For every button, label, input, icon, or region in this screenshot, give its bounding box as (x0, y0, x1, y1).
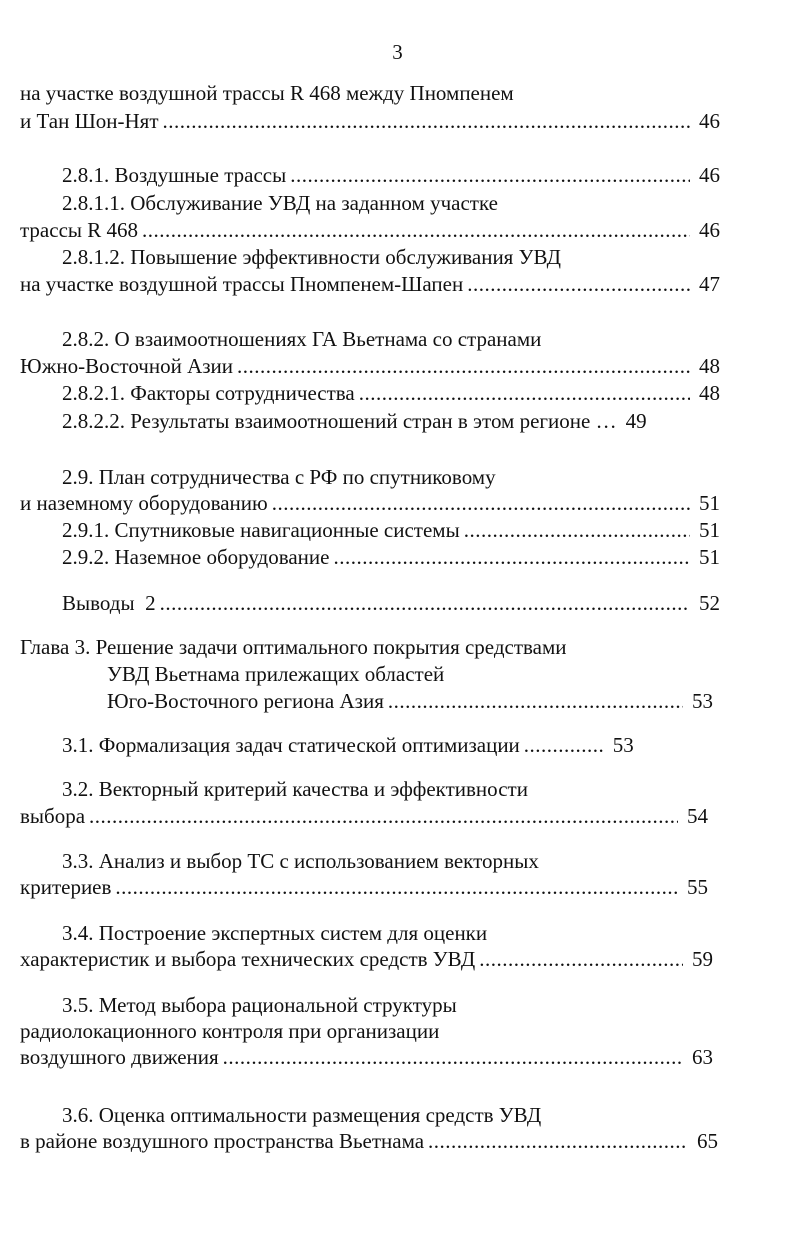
leader-dots (524, 732, 604, 758)
toc-entry-title: 2.9.2. Наземное оборудование (62, 545, 330, 569)
toc-page-number: 46 (699, 218, 720, 242)
toc-entry-title: выбора (20, 804, 86, 828)
toc-entry-row (20, 217, 720, 243)
toc-entry-row (20, 490, 720, 516)
toc-entry-title: воздушного движения (20, 1045, 219, 1069)
toc-entry-title: 3.1. Формализация задач статической оптимизации (62, 733, 520, 757)
chapter-heading: Глава 3. Решение задачи оптимального покрытия средствами (20, 635, 567, 659)
toc-entry-row (20, 946, 713, 972)
toc-page-number: 53 (612, 733, 634, 757)
toc-page-number: 54 (687, 804, 708, 828)
toc-page-number: 51 (699, 518, 720, 542)
leader-dots (428, 1128, 688, 1154)
toc-page-number: 52 (699, 591, 720, 615)
leader-dots (290, 162, 690, 188)
toc-entry-text: 2.8.1.1. Обслуживание УВД на заданном участке (62, 191, 498, 215)
toc-page-number: 48 (699, 381, 720, 405)
page-number: 3 (392, 40, 403, 64)
toc-entry-text: 3.4. Построение экспертных систем для оценки (62, 921, 488, 945)
toc-entry-row (20, 874, 708, 900)
leader-dots (464, 517, 690, 543)
toc-page-number: 59 (692, 947, 713, 971)
leader-dots (142, 217, 690, 243)
toc-entry-row (107, 688, 713, 714)
toc-page-number: 47 (699, 272, 720, 296)
toc-page-number: 65 (697, 1129, 718, 1153)
toc-entry-row (62, 544, 720, 570)
toc-entry-title: 2.8.2.2. Результаты взаимоотношений стран в этом регионе … (62, 409, 617, 433)
toc-entry-text: на участке воздушной трассы R 468 между Пномпенем (20, 81, 514, 105)
leader-dots (479, 946, 683, 972)
leader-dots (333, 544, 690, 570)
toc-entry-text: радиолокационного контроля при организации (20, 1019, 440, 1043)
toc-entry-title: 2.8.1. Воздушные трассы (62, 163, 287, 187)
toc-entry-row (62, 732, 713, 758)
toc-entry-text: 2.8.1.2. Повышение эффективности обслуживания УВД (62, 245, 561, 269)
toc-entry-title: 2.8.2.1. Факторы сотрудничества (62, 381, 355, 405)
toc-page-number: 55 (687, 875, 708, 899)
toc-entry-title: на участке воздушной трассы Пномпенем-Шапен (20, 272, 464, 296)
toc-page-number: 46 (699, 163, 720, 187)
leader-dots (89, 803, 678, 829)
toc-page-number: 51 (699, 491, 720, 515)
toc-entry-title: характеристик и выбора технических средств УВД (20, 947, 476, 971)
toc-entry-row (62, 380, 720, 406)
toc-entry-text: 2.8.2. О взаимоотношениях ГА Вьетнама со странами (62, 327, 542, 351)
toc-entry-title: Юго-Восточного региона Азия (107, 689, 384, 713)
toc-page-number: 53 (692, 689, 713, 713)
toc-entry-title: Выводы 2 (62, 591, 156, 615)
leader-dots (160, 590, 690, 616)
toc-entry-row (62, 162, 720, 188)
chapter-heading-cont: УВД Вьетнама прилежащих областей (107, 662, 445, 686)
toc-entry-title: и Тан Шон-Нят (20, 109, 159, 133)
toc-entry-title: Южно-Восточной Азии (20, 354, 234, 378)
leader-dots (163, 108, 690, 134)
toc-page-number: 49 (625, 409, 647, 433)
leader-dots (388, 688, 683, 714)
leader-dots (223, 1044, 683, 1070)
toc-entry-row (20, 1128, 718, 1154)
toc-page-number: 48 (699, 354, 720, 378)
toc-entry-text: 2.9. План сотрудничества с РФ по спутниковому (62, 465, 496, 489)
leader-dots (467, 271, 690, 297)
toc-entry-row (62, 590, 720, 616)
toc-entry-row (20, 803, 708, 829)
toc-entry-row (20, 271, 720, 297)
leader-dots (359, 380, 690, 406)
toc-page-number: 63 (692, 1045, 713, 1069)
leader-dots (115, 874, 678, 900)
leader-dots (272, 490, 690, 516)
toc-entry-row (20, 1044, 713, 1070)
toc-page-number: 51 (699, 545, 720, 569)
toc-entry-row (20, 108, 720, 134)
toc-entry-text: 3.2. Векторный критерий качества и эффективности (62, 777, 528, 801)
toc-entry-text: 3.3. Анализ и выбор ТС с использованием векторных (62, 849, 539, 873)
toc-entry-row (20, 353, 720, 379)
toc-page-number: 46 (699, 109, 720, 133)
leader-dots (237, 353, 690, 379)
toc-entry-title: 2.9.1. Спутниковые навигационные системы (62, 518, 460, 542)
toc-entry-row (62, 408, 720, 434)
toc-entry-title: в районе воздушного пространства Вьетнама (20, 1129, 425, 1153)
toc-entry-title: критериев (20, 875, 112, 899)
toc-entry-title: и наземному оборудованию (20, 491, 268, 515)
toc-entry-text: 3.5. Метод выбора рациональной структуры (62, 993, 457, 1017)
toc-entry-row (62, 517, 720, 543)
toc-entry-title: трассы R 468 (20, 218, 139, 242)
toc-entry-text: 3.6. Оценка оптимальности размещения средств УВД (62, 1103, 542, 1127)
